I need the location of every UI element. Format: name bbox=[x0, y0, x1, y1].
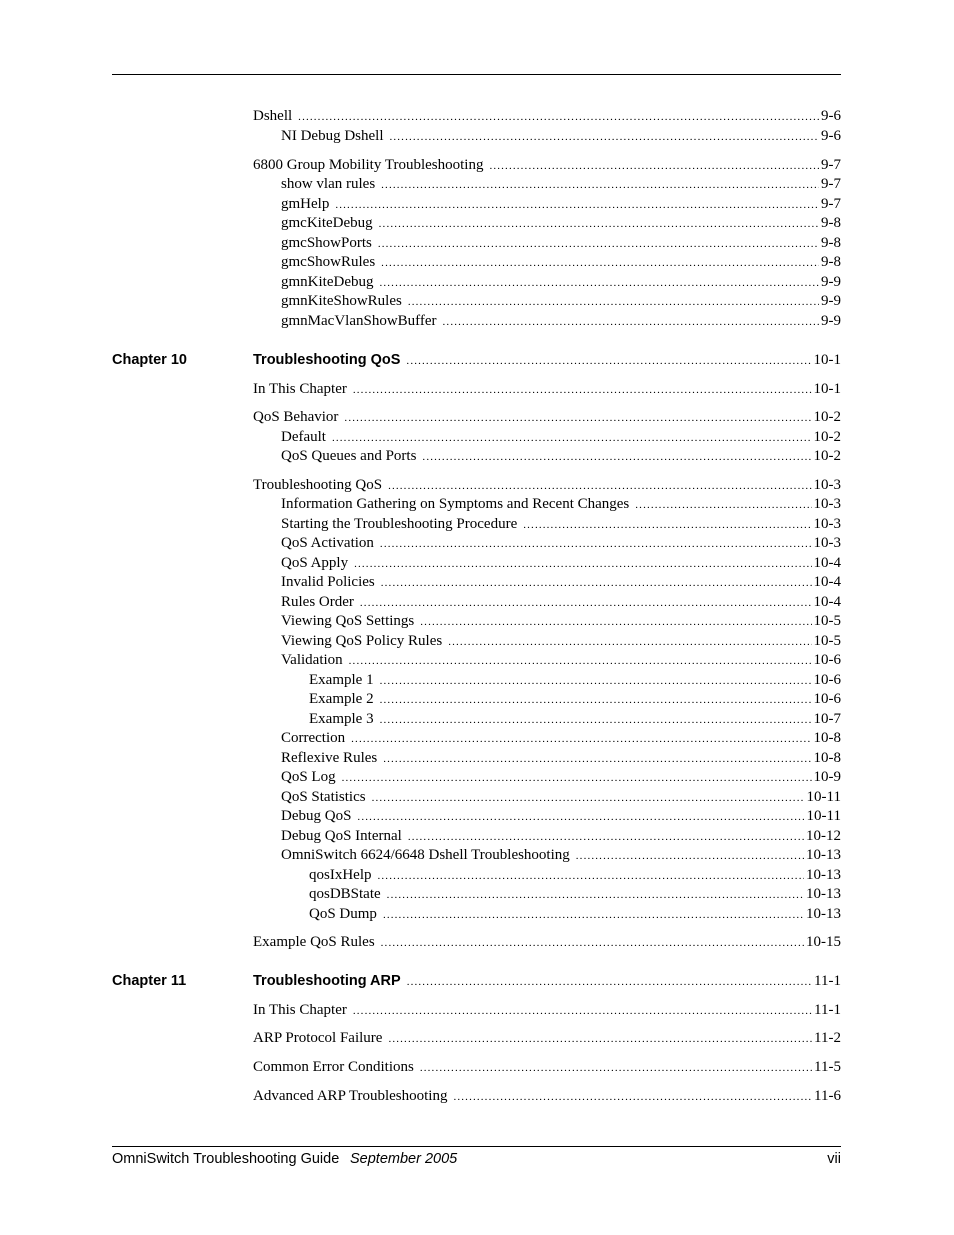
toc-page-number: 10-13 bbox=[806, 867, 841, 883]
toc-entry[interactable] bbox=[281, 846, 841, 866]
toc-entry-title: Viewing QoS Settings bbox=[281, 613, 415, 629]
toc-row bbox=[0, 885, 954, 904]
toc-entry[interactable] bbox=[253, 933, 841, 953]
toc-entry-title: Example 1 bbox=[309, 672, 374, 688]
toc-entry-title: gmcShowRules bbox=[281, 254, 376, 270]
toc-entry-title: NI Debug Dshell bbox=[281, 128, 384, 144]
toc-entry[interactable] bbox=[281, 729, 841, 749]
toc-entry-title: 6800 Group Mobility Troubleshooting bbox=[253, 157, 484, 173]
toc-entry[interactable] bbox=[281, 807, 841, 827]
toc-page-number: 10-11 bbox=[806, 789, 841, 805]
toc-page-number: 11-1 bbox=[814, 973, 841, 989]
toc-entry-title: gmnMacVlanShowBuffer bbox=[281, 313, 437, 329]
toc-entry-title: Advanced ARP Troubleshooting bbox=[253, 1088, 448, 1104]
toc-entry-title: QoS Activation bbox=[281, 535, 374, 551]
toc-row bbox=[0, 671, 954, 690]
toc-entry[interactable] bbox=[281, 749, 841, 769]
toc-row bbox=[0, 827, 954, 846]
dot-leader bbox=[443, 313, 819, 332]
toc-page-number: 9-6 bbox=[821, 128, 841, 144]
dot-leader bbox=[407, 973, 812, 992]
toc-entry-title: gmnKiteShowRules bbox=[281, 293, 402, 309]
dot-leader bbox=[351, 730, 811, 749]
toc-page-number: 10-6 bbox=[813, 672, 841, 688]
toc-row bbox=[0, 107, 954, 126]
toc-entry-title: In This Chapter bbox=[253, 381, 347, 397]
toc-entry[interactable] bbox=[309, 671, 841, 691]
toc-entry-title: Default bbox=[281, 429, 326, 445]
toc-entry[interactable] bbox=[253, 1087, 841, 1107]
dot-leader bbox=[372, 789, 805, 808]
toc-page-number: 10-5 bbox=[813, 613, 841, 629]
toc-row bbox=[0, 1029, 954, 1048]
toc-row bbox=[0, 972, 954, 991]
toc-entry-title: Validation bbox=[281, 652, 343, 668]
toc-row bbox=[0, 408, 954, 427]
toc-page-number: 9-9 bbox=[821, 313, 841, 329]
dot-leader bbox=[381, 934, 804, 953]
toc-entry-title: Example 3 bbox=[309, 711, 374, 727]
toc-entry-title: QoS Statistics bbox=[281, 789, 366, 805]
toc-entry[interactable] bbox=[281, 612, 841, 632]
toc-entry-title: gmnKiteDebug bbox=[281, 274, 374, 290]
dot-leader bbox=[357, 808, 804, 827]
toc-entry[interactable] bbox=[253, 408, 841, 428]
page-footer bbox=[112, 1151, 841, 1171]
toc-row bbox=[0, 768, 954, 787]
toc-page-number: 9-8 bbox=[821, 215, 841, 231]
toc-entry[interactable] bbox=[253, 476, 841, 496]
toc-entry[interactable] bbox=[253, 351, 841, 371]
toc-row bbox=[0, 428, 954, 447]
dot-leader bbox=[420, 1059, 812, 1078]
toc-row bbox=[0, 749, 954, 768]
dot-leader bbox=[342, 769, 812, 788]
toc-page-number: 10-8 bbox=[813, 750, 841, 766]
dot-leader bbox=[388, 1030, 812, 1049]
toc-page-number: 10-13 bbox=[806, 847, 841, 863]
toc-entry[interactable] bbox=[281, 593, 841, 613]
dot-leader bbox=[381, 254, 819, 273]
dot-leader bbox=[360, 594, 812, 613]
toc-row bbox=[0, 292, 954, 311]
toc-entry[interactable] bbox=[253, 1029, 841, 1049]
dot-leader bbox=[388, 477, 811, 496]
toc-entry[interactable] bbox=[281, 827, 841, 847]
toc-page-number: 10-15 bbox=[806, 934, 841, 950]
toc-entry[interactable] bbox=[281, 554, 841, 574]
dot-leader bbox=[387, 886, 804, 905]
toc-entry-title: qosIxHelp bbox=[309, 867, 372, 883]
toc-entry[interactable] bbox=[281, 651, 841, 671]
chapter-title: Troubleshooting QoS bbox=[253, 352, 401, 368]
toc-page-number: 10-2 bbox=[813, 409, 841, 425]
toc-entry[interactable] bbox=[281, 534, 841, 554]
toc-row bbox=[0, 234, 954, 253]
toc-page-number: 9-8 bbox=[821, 235, 841, 251]
toc-entry[interactable] bbox=[253, 380, 841, 400]
dot-leader bbox=[354, 555, 811, 574]
toc-page-number: 10-5 bbox=[813, 633, 841, 649]
toc-page-number: 9-7 bbox=[821, 176, 841, 192]
dot-leader bbox=[378, 867, 805, 886]
toc-entry[interactable] bbox=[281, 515, 841, 535]
toc-entry[interactable] bbox=[281, 292, 841, 312]
toc-row bbox=[0, 273, 954, 292]
dot-leader bbox=[332, 429, 812, 448]
toc-entry[interactable] bbox=[281, 312, 841, 332]
chapter-label: Chapter 11 bbox=[112, 973, 187, 989]
toc-page-number: 11-6 bbox=[814, 1088, 841, 1104]
toc-page-number: 10-9 bbox=[813, 769, 841, 785]
toc-row bbox=[0, 933, 954, 952]
footer-page-number: vii bbox=[827, 1151, 841, 1167]
toc-entry-title: Invalid Policies bbox=[281, 574, 375, 590]
dot-leader bbox=[298, 108, 819, 127]
toc-entry[interactable] bbox=[281, 175, 841, 195]
toc-page-number: 10-6 bbox=[813, 652, 841, 668]
toc-entry-title: QoS Queues and Ports bbox=[281, 448, 417, 464]
toc-entry-title: gmHelp bbox=[281, 196, 330, 212]
toc-entry[interactable] bbox=[253, 1058, 841, 1078]
footer-date: September 2005 bbox=[350, 1151, 458, 1167]
toc-page-number: 10-1 bbox=[813, 381, 841, 397]
dot-leader bbox=[381, 574, 812, 593]
chapter-label: Chapter 10 bbox=[112, 352, 187, 368]
toc-page-number: 10-2 bbox=[813, 448, 841, 464]
toc-page-number: 9-9 bbox=[821, 274, 841, 290]
toc-page-number: 11-2 bbox=[814, 1030, 841, 1046]
toc-page-number: 10-11 bbox=[806, 808, 841, 824]
dot-leader bbox=[489, 157, 819, 176]
toc-entry-title: Reflexive Rules bbox=[281, 750, 378, 766]
toc-row bbox=[0, 156, 954, 175]
toc-entry-title: ARP Protocol Failure bbox=[253, 1030, 383, 1046]
toc-row bbox=[0, 554, 954, 573]
toc-row bbox=[0, 632, 954, 651]
dot-leader bbox=[576, 847, 804, 866]
toc-entry-title: Debug QoS Internal bbox=[281, 828, 402, 844]
toc-page-number: 9-6 bbox=[821, 108, 841, 124]
toc-page-number: 11-1 bbox=[814, 1002, 841, 1018]
toc-entry[interactable] bbox=[281, 632, 841, 652]
dot-leader bbox=[406, 352, 811, 371]
toc-row bbox=[0, 1058, 954, 1077]
toc-row bbox=[0, 1001, 954, 1020]
toc-row bbox=[0, 690, 954, 709]
toc-page-number: 9-8 bbox=[821, 254, 841, 270]
toc-entry[interactable] bbox=[281, 573, 841, 593]
toc-entry[interactable] bbox=[281, 195, 841, 215]
dot-leader bbox=[453, 1088, 812, 1107]
toc-row bbox=[0, 351, 954, 370]
dot-leader bbox=[635, 496, 811, 515]
toc-entry[interactable] bbox=[253, 107, 841, 127]
toc-entry[interactable] bbox=[281, 788, 841, 808]
toc-page-number: 11-5 bbox=[814, 1059, 841, 1075]
dot-leader bbox=[379, 274, 819, 293]
toc-entry[interactable] bbox=[253, 156, 841, 176]
dot-leader bbox=[379, 215, 819, 234]
dot-leader bbox=[408, 293, 819, 312]
toc-row bbox=[0, 127, 954, 146]
toc-row bbox=[0, 312, 954, 331]
toc-entry[interactable] bbox=[281, 273, 841, 293]
dot-leader bbox=[422, 448, 811, 467]
toc-page-number: 10-3 bbox=[813, 516, 841, 532]
toc-entry[interactable] bbox=[281, 127, 841, 147]
toc-row bbox=[0, 846, 954, 865]
toc-page-number: 10-13 bbox=[806, 886, 841, 902]
toc-entry-title: show vlan rules bbox=[281, 176, 376, 192]
toc-entry[interactable] bbox=[253, 972, 841, 992]
chapter-title: Troubleshooting ARP bbox=[253, 973, 401, 989]
toc-page-number: 9-7 bbox=[821, 196, 841, 212]
toc-row bbox=[0, 866, 954, 885]
toc-entry-title: Correction bbox=[281, 730, 346, 746]
toc-page-number: 10-3 bbox=[813, 496, 841, 512]
toc-entry[interactable] bbox=[281, 214, 841, 234]
dot-leader bbox=[389, 128, 819, 147]
toc-page-number: 10-2 bbox=[813, 429, 841, 445]
toc-entry-title: QoS Apply bbox=[281, 555, 349, 571]
toc-entry[interactable] bbox=[281, 428, 841, 448]
toc-row bbox=[0, 447, 954, 466]
dot-leader bbox=[383, 906, 804, 925]
toc-page-number: 9-7 bbox=[821, 157, 841, 173]
toc-entry-title: QoS Behavior bbox=[253, 409, 339, 425]
dot-leader bbox=[381, 176, 819, 195]
dot-leader bbox=[344, 409, 811, 428]
dot-leader bbox=[353, 381, 812, 400]
dot-leader bbox=[408, 828, 804, 847]
dot-leader bbox=[380, 672, 812, 691]
toc-page-number: 10-6 bbox=[813, 691, 841, 707]
toc-entry-title: gmcShowPorts bbox=[281, 235, 372, 251]
toc-row bbox=[0, 651, 954, 670]
toc-entry[interactable] bbox=[281, 768, 841, 788]
toc-page-number: 10-13 bbox=[806, 906, 841, 922]
toc-entry-title: Viewing QoS Policy Rules bbox=[281, 633, 443, 649]
toc-row bbox=[0, 175, 954, 194]
toc-row bbox=[0, 807, 954, 826]
toc-entry-title: Debug QoS bbox=[281, 808, 352, 824]
toc-page-number: 10-4 bbox=[813, 594, 841, 610]
toc-entry[interactable] bbox=[281, 234, 841, 254]
toc-page-number: 10-4 bbox=[813, 574, 841, 590]
toc-entry[interactable] bbox=[309, 905, 841, 925]
dot-leader bbox=[380, 535, 812, 554]
toc-entry-title: Common Error Conditions bbox=[253, 1059, 414, 1075]
toc-entry-title: Information Gathering on Symptoms and Recent Changes bbox=[281, 496, 630, 512]
dot-leader bbox=[349, 652, 812, 671]
toc-row bbox=[0, 788, 954, 807]
dot-leader bbox=[383, 750, 811, 769]
toc-row bbox=[0, 593, 954, 612]
toc-entry-title: Example QoS Rules bbox=[253, 934, 375, 950]
toc-page-number: 10-4 bbox=[813, 555, 841, 571]
toc-row bbox=[0, 214, 954, 233]
toc-page-number: 10-3 bbox=[813, 477, 841, 493]
toc-row bbox=[0, 253, 954, 272]
toc-entry[interactable] bbox=[281, 447, 841, 467]
toc-page-number: 10-3 bbox=[813, 535, 841, 551]
toc-page-number: 10-12 bbox=[806, 828, 841, 844]
dot-leader bbox=[448, 633, 811, 652]
dot-leader bbox=[378, 235, 819, 254]
toc-row bbox=[0, 573, 954, 592]
toc-entry[interactable] bbox=[309, 885, 841, 905]
toc-row bbox=[0, 380, 954, 399]
toc-entry-title: qosDBState bbox=[309, 886, 381, 902]
toc-entry-title: Dshell bbox=[253, 108, 293, 124]
toc-entry[interactable] bbox=[253, 1001, 841, 1021]
toc-page-number: 10-7 bbox=[813, 711, 841, 727]
toc-row bbox=[0, 495, 954, 514]
toc-entry[interactable] bbox=[309, 690, 841, 710]
dot-leader bbox=[523, 516, 811, 535]
toc-row bbox=[0, 729, 954, 748]
toc-page-number: 9-9 bbox=[821, 293, 841, 309]
toc-entry-title: Rules Order bbox=[281, 594, 354, 610]
toc-entry[interactable] bbox=[281, 495, 841, 515]
toc-row bbox=[0, 1087, 954, 1106]
dot-leader bbox=[335, 196, 819, 215]
toc-entry-title: Example 2 bbox=[309, 691, 374, 707]
dot-leader bbox=[420, 613, 811, 632]
toc-page-number: 10-8 bbox=[813, 730, 841, 746]
toc-entry[interactable] bbox=[309, 710, 841, 730]
footer-rule bbox=[112, 1146, 841, 1147]
toc-entry-title: Starting the Troubleshooting Procedure bbox=[281, 516, 518, 532]
toc-entry-title: Troubleshooting QoS bbox=[253, 477, 383, 493]
toc-entry[interactable] bbox=[281, 253, 841, 273]
toc-entry-title: gmcKiteDebug bbox=[281, 215, 373, 231]
toc-row bbox=[0, 515, 954, 534]
footer-title: OmniSwitch Troubleshooting Guide bbox=[112, 1151, 340, 1167]
toc-row bbox=[0, 612, 954, 631]
toc-row bbox=[0, 534, 954, 553]
toc-entry-title: OmniSwitch 6624/6648 Dshell Troubleshooting bbox=[281, 847, 570, 863]
toc-entry-title: In This Chapter bbox=[253, 1002, 347, 1018]
toc-entry[interactable] bbox=[309, 866, 841, 886]
toc-page-number: 10-1 bbox=[813, 352, 841, 368]
toc-entry-title: QoS Log bbox=[281, 769, 336, 785]
toc-entry-title: QoS Dump bbox=[309, 906, 377, 922]
dot-leader bbox=[380, 711, 812, 730]
dot-leader bbox=[380, 691, 812, 710]
dot-leader bbox=[353, 1002, 812, 1021]
toc-row bbox=[0, 905, 954, 924]
toc-row bbox=[0, 710, 954, 729]
toc-row bbox=[0, 195, 954, 214]
toc-row bbox=[0, 476, 954, 495]
